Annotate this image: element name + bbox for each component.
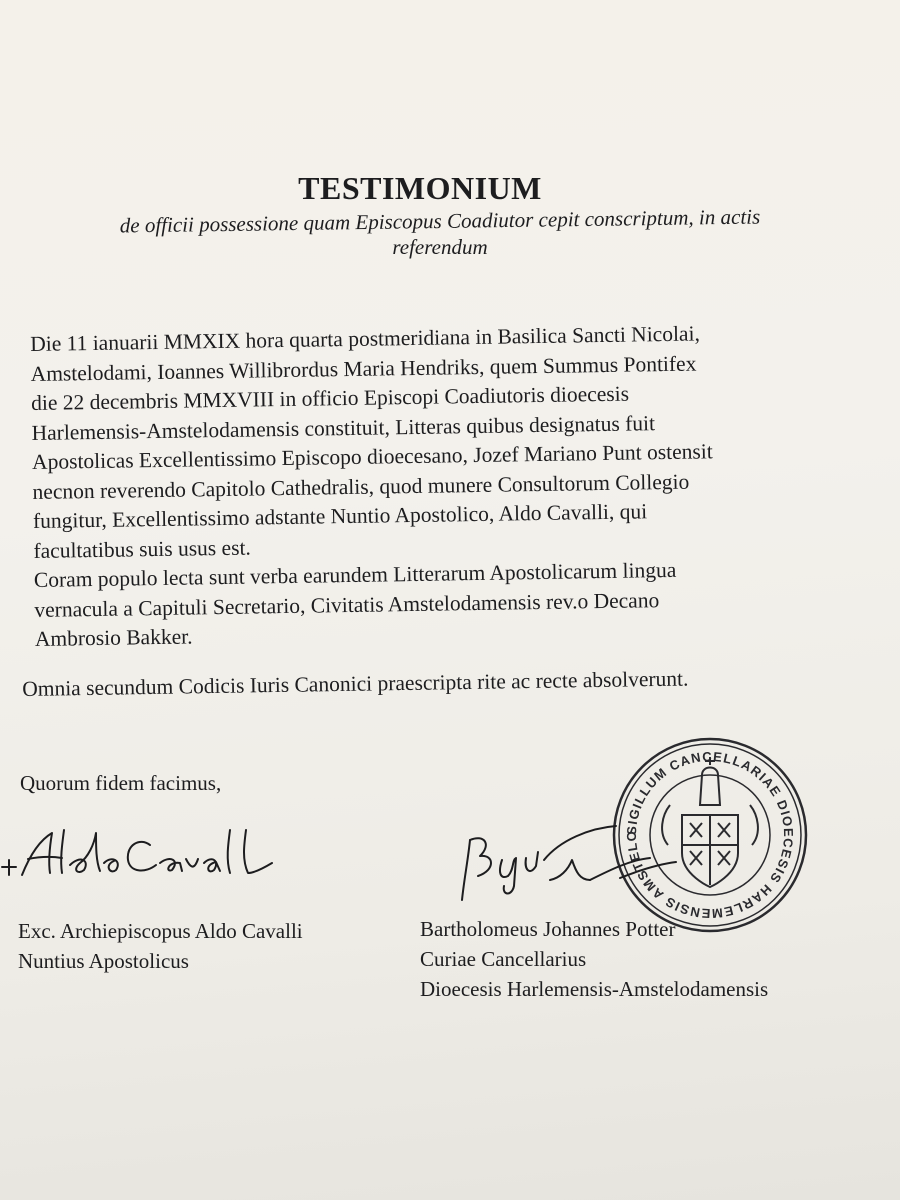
- signatory-left-title: Nuntius Apostolicus: [18, 949, 189, 973]
- paragraph-line: Omnia secundum Codicis Iuris Canonici praescripta rite ac recte absolverunt.: [22, 666, 689, 701]
- paragraph-line: Coram populo lecta sunt verba earundem Litterarum Apostolicarum lingua: [33, 557, 677, 592]
- document-subtitle: [30, 204, 850, 260]
- attestation-text: Quorum fidem facimus,: [20, 771, 222, 795]
- subtitle-line: referendum: [392, 235, 488, 259]
- attestation-line: [20, 768, 221, 798]
- signatory-right-title: Curiae Cancellarius: [420, 947, 587, 971]
- document-title: TESTIMONIUM: [298, 170, 542, 206]
- signatory-right: [420, 914, 768, 1004]
- signature-potter: [440, 800, 680, 920]
- paragraph-line: Die 11 ianuarii MMXIX hora quarta postmeridiana in Basilica Sancti Nicolai,: [30, 321, 701, 356]
- paragraph-line: Apostolicas Excellentissimo Episcopo dioecesano, Jozef Mariano Punt ostensit: [31, 439, 713, 474]
- signature-cavalli: [0, 815, 300, 895]
- paragraph-line: die 22 decembris MMXVIII in officio Episcopi Coadiutoris dioecesis: [30, 381, 630, 415]
- signatory-right-diocese: Dioecesis Harlemensis-Amstelodamensis: [420, 977, 769, 1001]
- seal-text: SIGILLUM CANCELLARIAE DIOECESIS HARLEMENSIS AMSTELODAMENSIS: [603, 723, 797, 922]
- subtitle-line: de officii possessione quam Episcopus Coadiutor cepit conscriptum, in actis: [119, 204, 761, 238]
- paragraph-line: fungitur, Excellentissimo adstante Nuntio Apostolico, Aldo Cavalli, qui: [32, 499, 648, 533]
- paragraph-line: Amstelodami, Ioannes Willibrordus Maria Hendriks, quem Summus Pontifex: [30, 351, 697, 386]
- signatory-right-name: Bartholomeus Johannes Potter: [420, 917, 676, 941]
- paragraph-line: necnon reverendo Capitolo Cathedralis, quod munere Consultorum Collegio: [32, 469, 690, 504]
- paragraph-line: Ambrosio Bakker.: [34, 624, 193, 651]
- paragraph-line: Harlemensis-Amstelodamensis constituit, Litteras quibus designatus fuit: [31, 410, 656, 445]
- signatory-left-name: Exc. Archiepiscopus Aldo Cavalli: [18, 919, 303, 943]
- paragraph-line: facultatibus suis usus est.: [33, 535, 252, 563]
- paragraph-main: [30, 319, 716, 654]
- signatory-left: [18, 916, 303, 976]
- paragraph-conclusion: [22, 665, 689, 705]
- paragraph-line: vernacula a Capituli Secretario, Civitatis Amstelodamensis rev.o Decano: [34, 587, 660, 622]
